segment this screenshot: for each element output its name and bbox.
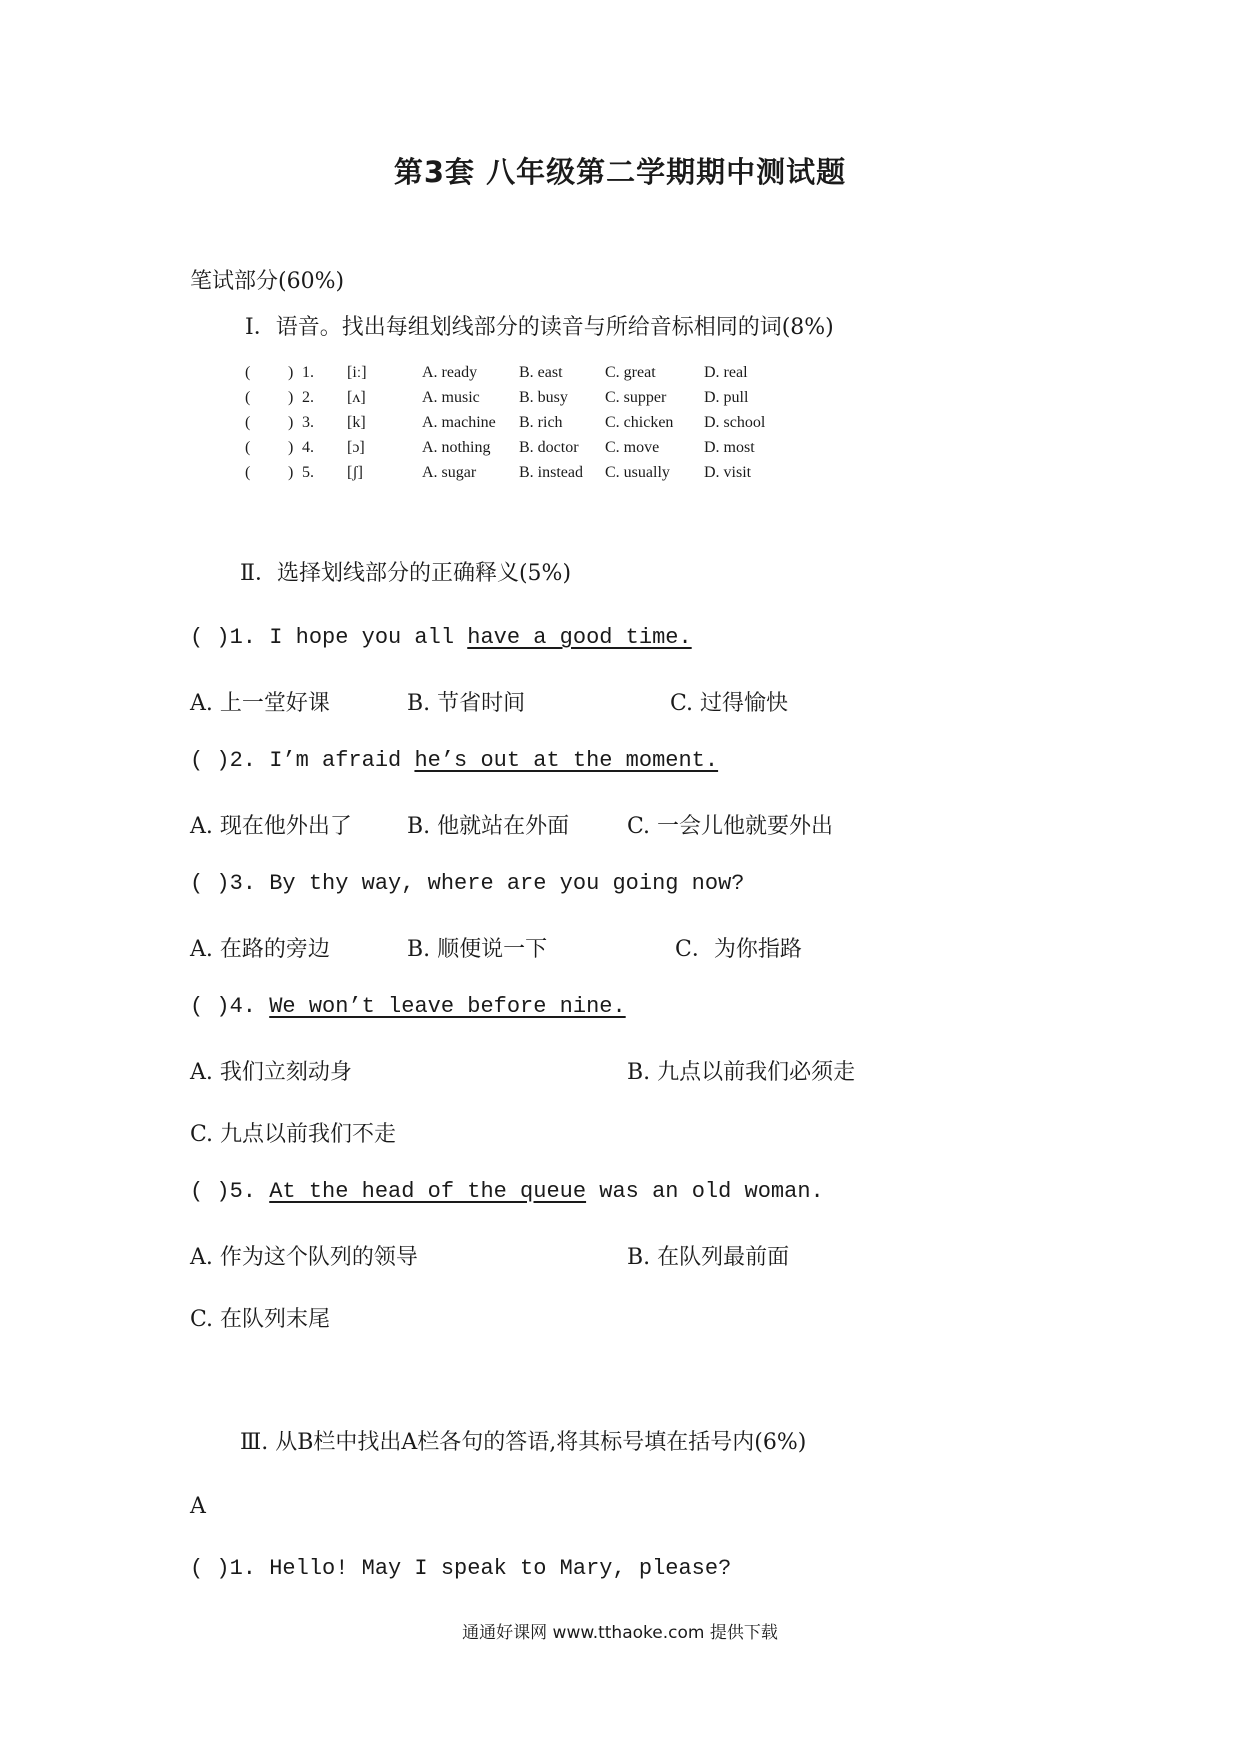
option-a: A. ready (422, 364, 478, 381)
question-number: 2. (302, 389, 314, 406)
phonetic-symbol: [ʃ] (347, 464, 363, 481)
underlined-phrase: he’s out at the moment. (414, 748, 719, 773)
question-prefix: ( )4. (190, 994, 270, 1019)
question-4 (190, 994, 626, 1019)
q3-option-a: A. 在路的旁边 (190, 937, 330, 962)
q5-option-c: C. 在队列末尾 (190, 1307, 331, 1332)
phonetic-symbol: [ɔ] (347, 439, 365, 456)
answer-paren-left: ( (245, 364, 251, 381)
question-2 (190, 748, 718, 773)
phonetic-symbol: [iː] (347, 364, 367, 381)
question-number: 3. (302, 414, 314, 431)
phonetic-symbol: [ʌ] (347, 389, 366, 406)
q2-option-b: B. 他就站在外面 (407, 814, 570, 839)
option-c: C. supper (605, 389, 667, 406)
q1-option-a: A. 上一堂好课 (190, 691, 330, 716)
underlined-phrase: We won’t leave before nine. (269, 994, 626, 1019)
section1-heading: Ⅰ．语音。找出每组划线部分的读音与所给音标相同的词(8%) (245, 315, 834, 340)
page-footer: 通通好课网 www.tthaoke.com 提供下载 (462, 1623, 778, 1643)
q5-option-a: A. 作为这个队列的领导 (190, 1245, 418, 1270)
question-prefix: ( )1. I hope you all (190, 625, 468, 650)
answer-paren-right: ) (288, 439, 294, 456)
q2-option-c: C. 一会儿他就要外出 (627, 814, 834, 839)
option-d: D. real (704, 364, 748, 381)
question-suffix: was an old woman. (586, 1179, 824, 1204)
answer-paren-right: ) (288, 414, 294, 431)
phonetic-symbol: [k] (347, 414, 366, 431)
section3-heading: Ⅲ. 从B栏中找出A栏各句的答语,将其标号填在括号内(6%) (240, 1430, 807, 1455)
option-c: C. move (605, 439, 660, 456)
answer-paren-left: ( (245, 389, 251, 406)
option-c: C. chicken (605, 414, 674, 431)
option-b: B. east (519, 364, 563, 381)
option-b: B. rich (519, 414, 563, 431)
option-b: B. busy (519, 389, 568, 406)
question-number: 4. (302, 439, 314, 456)
answer-paren-right: ) (288, 464, 294, 481)
q3-option-b: B. 顺便说一下 (407, 937, 548, 962)
q5-option-b: B. 在队列最前面 (627, 1245, 790, 1270)
underlined-phrase: have a good time. (467, 625, 692, 650)
question-prefix: ( )2. I’m afraid (190, 748, 415, 773)
question-5 (190, 1179, 824, 1204)
option-c: C. great (605, 364, 656, 381)
option-b: B. instead (519, 464, 583, 481)
option-b: B. doctor (519, 439, 579, 456)
q4-option-a: A. 我们立刻动身 (190, 1060, 352, 1085)
q2-option-a: A. 现在他外出了 (190, 814, 352, 839)
question-prefix: ( )5. (190, 1179, 270, 1204)
answer-paren-left: ( (245, 464, 251, 481)
option-d: D. most (704, 439, 755, 456)
question-number: 1. (302, 364, 314, 381)
question-number: 5. (302, 464, 314, 481)
question-1 (190, 625, 692, 650)
written-part-heading: 笔试部分(60%) (190, 269, 345, 294)
answer-paren-left: ( (245, 439, 251, 456)
column-a-label: A (190, 1494, 206, 1519)
section2-heading: Ⅱ．选择划线部分的正确释义(5%) (240, 561, 572, 586)
option-d: D. pull (704, 389, 749, 406)
q1-option-b: B. 节省时间 (407, 691, 526, 716)
answer-paren-left: ( (245, 414, 251, 431)
q4-option-c: C. 九点以前我们不走 (190, 1122, 397, 1147)
underlined-phrase: At the head of the queue (269, 1179, 587, 1204)
answer-paren-right: ) (288, 364, 294, 381)
q3-option-c: C．为你指路 (675, 937, 802, 962)
option-d: D. visit (704, 464, 752, 481)
option-a: A. sugar (422, 464, 477, 481)
q4-option-b: B. 九点以前我们必须走 (627, 1060, 856, 1085)
option-a: A. machine (422, 414, 496, 431)
page-title: 第3套 八年级第二学期期中测试题 (393, 155, 847, 189)
option-a: A. music (422, 389, 480, 406)
q1-option-c: C. 过得愉快 (670, 691, 789, 716)
option-a: A. nothing (422, 439, 491, 456)
option-c: C. usually (605, 464, 670, 481)
answer-paren-right: ) (288, 389, 294, 406)
option-d: D. school (704, 414, 766, 431)
section3-question-1: ( )1. Hello! May I speak to Mary, please? (190, 1556, 732, 1581)
question-3: ( )3. By thy way, where are you going now? (190, 871, 745, 896)
